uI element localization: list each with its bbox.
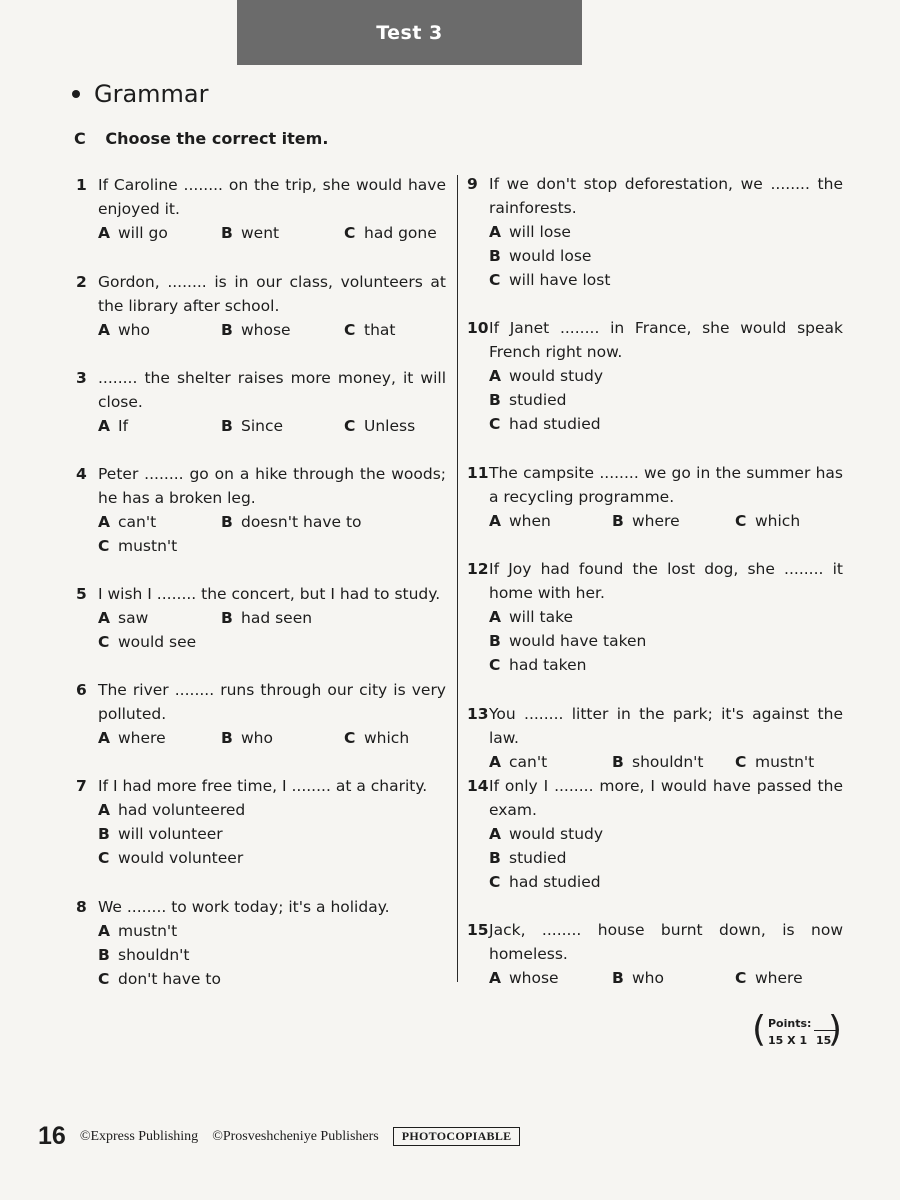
question-11 — [467, 461, 843, 533]
option-letter: C — [344, 321, 356, 339]
question-2 — [76, 270, 446, 342]
option-letter: B — [221, 321, 233, 339]
option-a[interactable] — [98, 414, 221, 438]
section-heading — [72, 80, 209, 108]
option-a[interactable] — [489, 509, 612, 533]
option-letter: B — [612, 512, 624, 530]
question-text: If only I ........ more, I would have passed the exam. — [489, 777, 843, 819]
points-total: 15 — [816, 1034, 832, 1047]
option-b[interactable] — [612, 750, 735, 774]
option-text: doesn't have to — [241, 513, 362, 531]
option-letter: B — [221, 417, 233, 435]
publisher-2: ©Prosveshcheniye Publishers — [212, 1128, 379, 1144]
question-text: If we don't stop deforestation, we ........ the rainforests. — [489, 175, 843, 217]
option-a[interactable] — [489, 220, 571, 244]
option-text: will go — [118, 224, 168, 242]
question-text: If I had more free time, I ........ at a charity. — [98, 777, 428, 795]
option-text: who — [632, 969, 664, 987]
option-text: would study — [509, 367, 604, 385]
question-7 — [76, 774, 446, 870]
option-text: when — [509, 512, 551, 530]
option-letter: A — [98, 417, 110, 435]
option-a[interactable] — [98, 318, 221, 342]
option-letter: C — [344, 729, 356, 747]
section-title: Grammar — [94, 80, 209, 108]
option-letter: C — [344, 417, 356, 435]
option-c[interactable] — [489, 870, 601, 894]
option-text: had studied — [509, 415, 601, 433]
option-text: mustn't — [755, 753, 815, 771]
option-letter: A — [489, 608, 501, 626]
option-c[interactable] — [344, 221, 437, 245]
option-a[interactable] — [489, 364, 603, 388]
page-number: 16 — [38, 1122, 66, 1150]
bullet-icon — [72, 90, 80, 98]
option-text: had taken — [509, 656, 587, 674]
option-text: studied — [509, 849, 567, 867]
question-number: 5 — [76, 585, 87, 603]
option-text: would see — [118, 633, 197, 651]
question-text: The campsite ........ we go in the summer has a recycling programme. — [489, 464, 843, 506]
option-text: mustn't — [118, 537, 178, 555]
option-a[interactable] — [98, 726, 221, 750]
option-letter: C — [98, 633, 110, 651]
option-text: studied — [509, 391, 567, 409]
option-b[interactable] — [221, 318, 344, 342]
option-letter: A — [98, 801, 110, 819]
option-b[interactable] — [612, 966, 735, 990]
question-number: 6 — [76, 681, 87, 699]
question-12 — [467, 557, 843, 677]
option-c[interactable] — [489, 653, 586, 677]
option-text: Since — [241, 417, 284, 435]
option-text: would lose — [509, 247, 592, 265]
option-text: had volunteered — [118, 801, 246, 819]
question-8 — [76, 895, 446, 991]
right-paren: ) — [827, 1009, 842, 1050]
option-letter: B — [221, 729, 233, 747]
question-number: 7 — [76, 777, 87, 795]
option-text: shouldn't — [118, 946, 190, 964]
option-b[interactable] — [612, 509, 735, 533]
option-letter: B — [489, 849, 501, 867]
option-a[interactable] — [489, 822, 603, 846]
option-letter: B — [221, 513, 233, 531]
option-text: who — [118, 321, 150, 339]
question-text: If Joy had found the lost dog, she ........ it home with her. — [489, 560, 843, 602]
question-text: If Janet ........ in France, she would speak French right now. — [489, 319, 843, 361]
question-number: 9 — [467, 175, 478, 193]
option-letter: A — [489, 969, 501, 987]
option-a[interactable] — [98, 606, 221, 630]
question-5 — [76, 582, 446, 654]
option-letter: B — [98, 946, 110, 964]
option-b[interactable] — [489, 629, 646, 653]
option-a[interactable] — [98, 510, 221, 534]
option-letter: B — [612, 969, 624, 987]
option-text: where — [118, 729, 166, 747]
question-3 — [76, 366, 446, 438]
option-text: went — [241, 224, 280, 242]
question-number: 12 — [467, 560, 489, 578]
publisher-1: ©Express Publishing — [79, 1128, 199, 1144]
option-letter: C — [344, 224, 356, 242]
option-c[interactable] — [344, 726, 409, 750]
option-letter: C — [98, 537, 110, 555]
question-number: 10 — [467, 319, 489, 337]
question-text: I wish I ........ the concert, but I had to study. — [98, 585, 441, 603]
option-a[interactable] — [98, 919, 177, 943]
question-text: Gordon, ........ is in our class, volunteers at the library after school. — [98, 273, 446, 315]
question-number: 4 — [76, 465, 87, 483]
option-letter: C — [735, 969, 747, 987]
option-letter: C — [489, 873, 501, 891]
option-letter: A — [489, 825, 501, 843]
option-letter: B — [489, 632, 501, 650]
option-c[interactable] — [344, 414, 415, 438]
option-text: which — [755, 512, 801, 530]
option-text: had gone — [364, 224, 437, 242]
option-a[interactable] — [489, 750, 612, 774]
option-text: that — [364, 321, 396, 339]
question-text: ........ the shelter raises more money, it will close. — [98, 369, 446, 411]
question-text: We ........ to work today; it's a holiday. — [98, 898, 390, 916]
option-c[interactable] — [489, 412, 601, 436]
option-letter: B — [489, 391, 501, 409]
question-text: Peter ........ go on a hike through the woods; he has a broken leg. — [98, 465, 446, 507]
option-b[interactable] — [98, 822, 223, 846]
option-text: don't have to — [118, 970, 221, 988]
option-c[interactable] — [98, 534, 177, 558]
option-text: had seen — [241, 609, 313, 627]
question-9 — [467, 172, 843, 292]
photocopiable-badge: PHOTOCOPIABLE — [393, 1127, 521, 1146]
option-text: where — [632, 512, 680, 530]
option-b[interactable] — [489, 244, 591, 268]
option-text: would volunteer — [118, 849, 244, 867]
option-text: Unless — [364, 417, 416, 435]
option-letter: A — [98, 922, 110, 940]
option-text: shouldn't — [632, 753, 704, 771]
option-text: who — [241, 729, 273, 747]
option-text: had studied — [509, 873, 601, 891]
option-letter: B — [221, 609, 233, 627]
test-title: Test 3 — [376, 21, 443, 44]
option-text: whose — [241, 321, 291, 339]
option-letter: C — [735, 512, 747, 530]
question-number: 14 — [467, 777, 489, 795]
option-text: will have lost — [509, 271, 611, 289]
option-letter: A — [98, 609, 110, 627]
question-6 — [76, 678, 446, 750]
option-c[interactable] — [98, 967, 221, 991]
option-b[interactable] — [489, 846, 567, 870]
option-c[interactable] — [98, 846, 243, 870]
option-b[interactable] — [489, 388, 567, 412]
option-letter: A — [489, 753, 501, 771]
option-text: will volunteer — [118, 825, 223, 843]
option-c[interactable] — [735, 966, 803, 990]
option-text: where — [755, 969, 803, 987]
option-b[interactable] — [98, 943, 190, 967]
option-c[interactable] — [98, 630, 196, 654]
option-text: will lose — [509, 223, 571, 241]
option-letter: A — [489, 367, 501, 385]
option-c[interactable] — [735, 509, 800, 533]
question-number: 8 — [76, 898, 87, 916]
option-letter: A — [98, 321, 110, 339]
test-title-tab — [237, 0, 582, 65]
option-b[interactable] — [221, 606, 312, 630]
question-number: 15 — [467, 921, 489, 939]
option-text: will take — [509, 608, 574, 626]
option-a[interactable] — [98, 221, 221, 245]
question-text: You ........ litter in the park; it's against the law. — [489, 705, 843, 747]
option-b[interactable] — [221, 510, 362, 534]
question-4 — [76, 462, 446, 558]
option-letter: B — [221, 224, 233, 242]
exercise-letter: C — [74, 129, 86, 148]
points-calc: 15 X 1 — [768, 1034, 808, 1047]
question-15 — [467, 918, 843, 990]
option-c[interactable] — [735, 750, 814, 774]
option-letter: A — [98, 224, 110, 242]
option-letter: B — [98, 825, 110, 843]
question-text: The river ........ runs through our city is very polluted. — [98, 681, 446, 723]
option-letter: C — [489, 271, 501, 289]
question-text: Jack, ........ house burnt down, is now homeless. — [489, 921, 843, 963]
question-number: 1 — [76, 176, 87, 194]
question-number: 2 — [76, 273, 87, 291]
option-a[interactable] — [98, 798, 245, 822]
option-letter: C — [98, 849, 110, 867]
option-letter: A — [489, 512, 501, 530]
points-box — [752, 1009, 842, 1052]
option-c[interactable] — [344, 318, 395, 342]
option-text: can't — [118, 513, 157, 531]
option-letter: C — [735, 753, 747, 771]
question-14 — [467, 774, 843, 894]
option-c[interactable] — [489, 268, 610, 292]
left-paren: ( — [752, 1009, 767, 1050]
question-number: 13 — [467, 705, 489, 723]
option-letter: A — [489, 223, 501, 241]
option-b[interactable] — [221, 414, 344, 438]
option-letter: B — [612, 753, 624, 771]
option-b[interactable] — [221, 726, 344, 750]
column-divider — [457, 175, 458, 982]
exercise-instruction — [74, 129, 328, 148]
question-number: 3 — [76, 369, 87, 387]
option-letter: A — [98, 729, 110, 747]
question-1 — [76, 173, 446, 245]
option-letter: A — [98, 513, 110, 531]
points-label: Points: — [768, 1017, 812, 1030]
option-letter: C — [489, 656, 501, 674]
question-text: If Caroline ........ on the trip, she would have enjoyed it. — [98, 176, 446, 218]
question-13 — [467, 702, 843, 774]
option-a[interactable] — [489, 966, 612, 990]
option-text: would have taken — [509, 632, 647, 650]
option-text: would study — [509, 825, 604, 843]
option-text: If — [118, 417, 129, 435]
option-text: mustn't — [118, 922, 178, 940]
question-10 — [467, 316, 843, 436]
option-b[interactable] — [221, 221, 344, 245]
option-letter: C — [489, 415, 501, 433]
page-footer — [38, 1122, 520, 1151]
instruction-text: Choose the correct item. — [105, 129, 329, 148]
option-a[interactable] — [489, 605, 573, 629]
option-letter: B — [489, 247, 501, 265]
option-text: saw — [118, 609, 149, 627]
option-letter: C — [98, 970, 110, 988]
option-text: can't — [509, 753, 548, 771]
question-number: 11 — [467, 464, 489, 482]
option-text: which — [364, 729, 410, 747]
option-text: whose — [509, 969, 559, 987]
